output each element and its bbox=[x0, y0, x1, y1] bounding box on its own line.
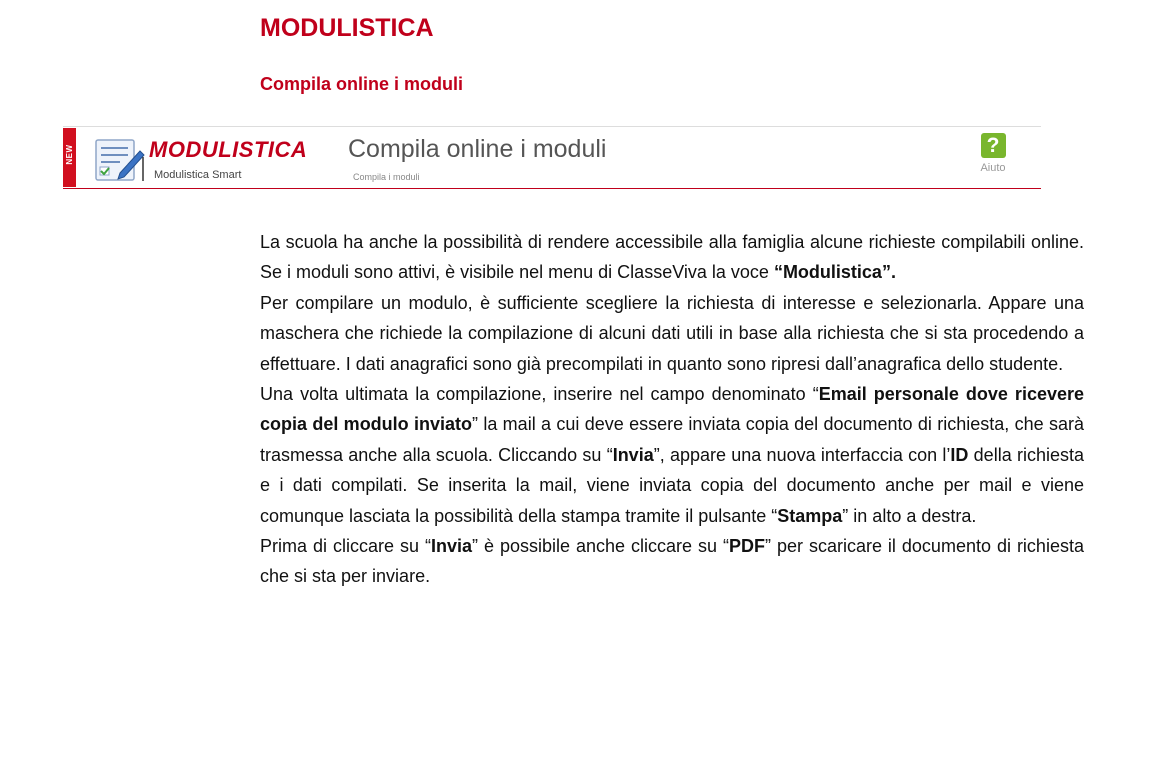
brand-title: MODULISTICA bbox=[149, 137, 308, 162]
help-button[interactable] bbox=[968, 133, 1018, 187]
modulistica-header-banner bbox=[63, 126, 1041, 189]
help-label: Aiuto bbox=[980, 162, 1006, 174]
form-checklist-icon bbox=[90, 137, 146, 183]
page-subtitle: Compila online i moduli bbox=[260, 74, 464, 94]
paragraph-4: Prima di cliccare su “Invia” è possibile anche cliccare su “PDF” per scaricare il documento di richiesta che si sta per inviare. bbox=[260, 536, 1084, 587]
paragraph-3: Una volta ultimata la compilazione, inserire nel campo denominato “Email personale dove ricevere copia del modulo inviato” la mail a cui deve essere inviata copia del documento di richiesta, che sarà trasmessa anche alla scuola. Cliccando su “Invia”, appare una nuova interfaccia con l’ID della richiesta e i dati compilati. Se inserita la mail, viene inviata copia del documento anche per mail e viene comunque lasciata la possibilità della stampa tramite il pulsante “Stampa” in alto a destra. bbox=[260, 384, 1085, 526]
paragraph-2: Per compilare un modulo, è sufficiente scegliere la richiesta di interesse e selezionarla. Appare una maschera che richiede la compilazione di alcuni dati utili in base alla richiesta che si sta procedendo a effettuare. I dati anagrafici sono già precompilati in quanto sono ripresi dall’anagrafica dello studente. bbox=[260, 292, 1084, 374]
new-badge-label: NEW bbox=[65, 144, 74, 165]
banner-title: Compila online i moduli bbox=[348, 135, 607, 163]
new-badge bbox=[63, 128, 76, 187]
page-title: MODULISTICA bbox=[260, 14, 434, 42]
banner-subtitle: Compila i moduli bbox=[353, 172, 420, 182]
paragraph-1: La scuola ha anche la possibilità di rendere accessibile alla famiglia alcune richieste compilabili online. Se i moduli sono attivi, è visibile nel menu di ClasseViva la voce “Modulistica”. bbox=[260, 232, 1084, 283]
brand-subtitle: Modulistica Smart bbox=[154, 169, 242, 181]
question-mark-icon: ? bbox=[981, 133, 1006, 158]
body-text bbox=[260, 227, 1084, 592]
